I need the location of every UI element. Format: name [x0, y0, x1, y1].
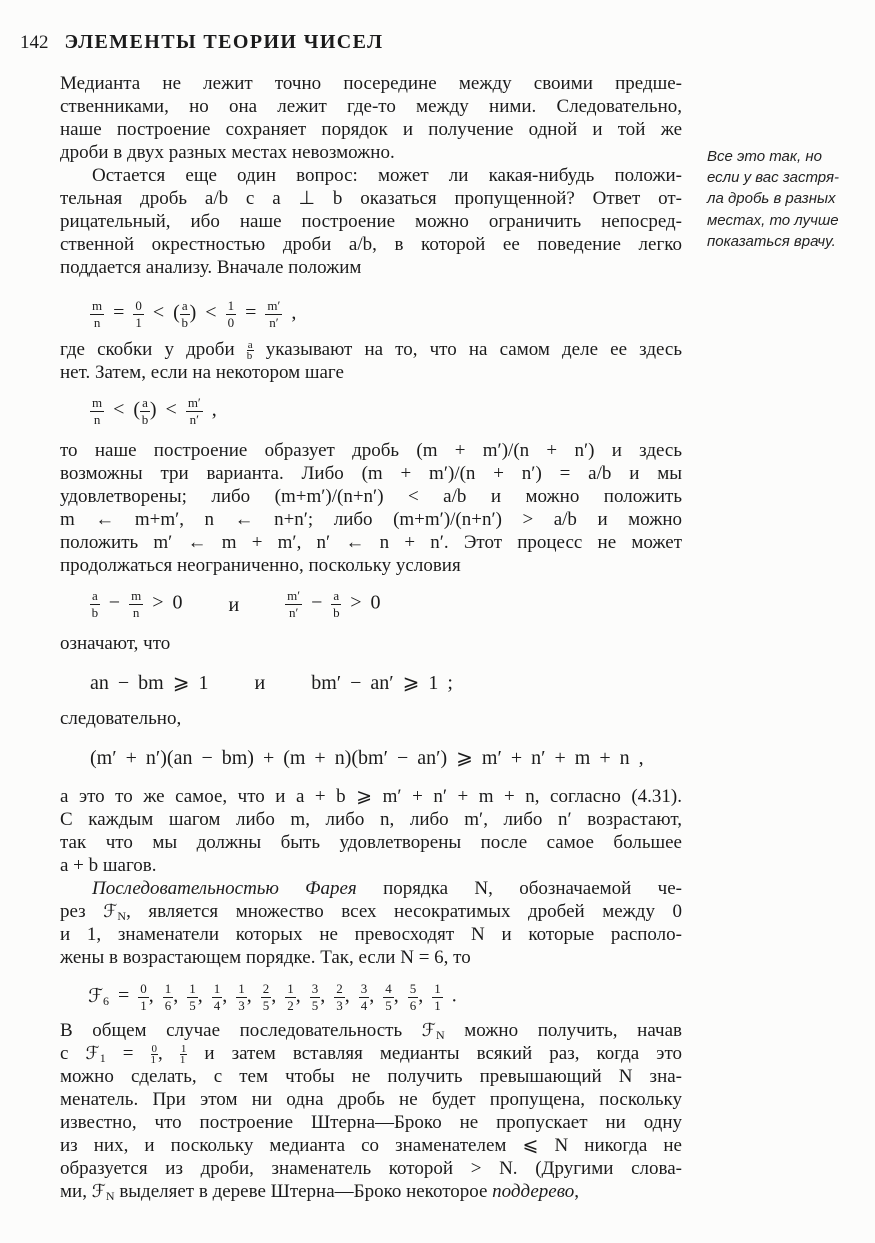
text-run: ) < — [149, 399, 186, 422]
fraction-denominator: b — [246, 350, 253, 363]
paragraph — [60, 439, 682, 577]
text-line — [60, 462, 682, 485]
text-line — [60, 554, 682, 577]
text-run: а это то же самое, что и a + b ⩾ m′ + n′ + m + n, согласно (4.31). — [60, 786, 682, 807]
paragraph — [60, 72, 682, 164]
text-run: , — [282, 302, 297, 325]
main-text — [60, 72, 682, 1203]
text-line — [60, 361, 682, 384]
text-run: и — [228, 593, 240, 616]
text-run: a + b шагов. — [60, 855, 157, 876]
text-run: удовлетворены; либо (m+m′)/(n+n′) < a/b и можно положить — [60, 486, 682, 507]
text-line — [60, 877, 682, 900]
fraction-denominator: n′ — [189, 412, 199, 427]
text-run: bm′ − an′ ⩾ 1 ; — [311, 672, 453, 694]
text-line — [60, 508, 682, 531]
running-header — [20, 30, 383, 54]
text-run: следовательно, — [60, 708, 182, 729]
fraction — [261, 982, 272, 1012]
text-run: образуется из дроби, знаменатель которой > N. (Другими слова- — [60, 1158, 682, 1179]
paragraph — [60, 338, 682, 384]
formula-segment — [90, 396, 217, 426]
text-run: = — [236, 302, 266, 325]
text-run: нет. Затем, если на некотором шаге — [60, 362, 344, 383]
subscripted-symbol — [103, 901, 126, 922]
fraction — [334, 982, 345, 1012]
fraction-denominator: 6 — [409, 997, 417, 1013]
margin-note-line: ла дробь в разных — [707, 190, 836, 208]
fraction-denominator: n′ — [288, 605, 299, 620]
symbol-base: ℱ — [85, 1043, 100, 1064]
fraction-numerator: 3 — [360, 980, 368, 996]
text-run: рез — [60, 901, 104, 922]
text-line — [60, 95, 682, 118]
margin-note-line: показаться врачу. — [707, 232, 836, 250]
fraction-denominator: 3 — [336, 997, 343, 1013]
fraction-numerator: m — [92, 298, 103, 314]
fraction-numerator: 0 — [135, 298, 142, 314]
text-run: так что мы должны быть удовлетворены после самое большее — [60, 832, 682, 853]
symbol-subscript: N — [117, 909, 127, 923]
text-run: (m′ + n′)(an − bm) + (m + n)(bm′ − an′) ⩾ m′ + n′ + m + n , — [90, 746, 644, 769]
fraction-denominator: n — [93, 412, 101, 427]
fraction-denominator: 1 — [434, 997, 441, 1013]
fraction — [133, 299, 144, 329]
fraction-denominator: 1 — [135, 315, 142, 330]
fraction-denominator: 5 — [189, 997, 196, 1013]
text-line — [60, 164, 682, 187]
fraction-numerator: 1 — [434, 980, 441, 996]
text-run: можно сделать, с тем чтобы не получить превышающий N зна- — [60, 1066, 682, 1087]
formula-segment — [311, 671, 453, 695]
subscripted-symbol — [88, 985, 109, 1007]
display-formula — [60, 577, 682, 632]
fraction — [140, 396, 150, 426]
fraction-denominator: 1 — [150, 1054, 157, 1067]
text-run: дроби в двух разных местах невозможно. — [60, 142, 395, 163]
text-line — [60, 72, 682, 95]
symbol-subscript: N — [435, 1028, 445, 1042]
text-run: , — [173, 984, 188, 1007]
text-run: ственной окрестностью дроби a/b, в которой ее поведение легко — [60, 234, 682, 255]
fraction-denominator: b — [181, 315, 188, 330]
text-run: , — [246, 984, 261, 1007]
text-run: , — [418, 984, 433, 1007]
symbol-subscript: 6 — [102, 993, 109, 1008]
fraction — [186, 396, 203, 426]
fraction-denominator: 4 — [360, 997, 368, 1013]
text-line — [60, 854, 682, 877]
formula-segment — [254, 671, 265, 695]
formula-segment — [228, 593, 239, 617]
text-line — [60, 1019, 682, 1042]
fraction — [265, 299, 282, 329]
text-line — [60, 946, 682, 969]
emphasis: поддерево — [492, 1181, 575, 1202]
text-line — [60, 1180, 682, 1203]
fraction-denominator: 2 — [287, 997, 294, 1013]
text-run: В общем случае последовательность — [60, 1020, 422, 1041]
fraction-numerator: m — [92, 395, 103, 411]
fraction-denominator: b — [91, 605, 99, 620]
text-run: Медианта не лежит точно посередине между своими предше- — [60, 73, 682, 94]
text-line — [60, 831, 682, 854]
paragraph — [60, 707, 682, 730]
text-line — [60, 1065, 682, 1088]
symbol-subscript: N — [105, 1189, 115, 1203]
fraction — [163, 982, 174, 1012]
text-run: , является множество всех несократимых дробей между 0 — [126, 901, 683, 922]
fraction — [285, 589, 302, 619]
fraction — [331, 589, 341, 619]
fraction-denominator: 6 — [164, 997, 172, 1013]
fraction-denominator: 5 — [262, 997, 270, 1013]
text-run: , — [271, 984, 286, 1007]
fraction — [187, 982, 198, 1012]
text-line — [60, 256, 682, 279]
text-run: где скобки у дроби — [60, 339, 247, 360]
fraction-numerator: 1 — [287, 980, 294, 996]
display-formula — [60, 384, 682, 439]
paragraph — [60, 164, 682, 279]
fraction-numerator: 1 — [227, 298, 235, 314]
text-run: то наше построение образует дробь (m + m′)/(n + n′) и здесь — [60, 440, 682, 461]
fraction — [408, 982, 419, 1012]
display-formula — [60, 969, 682, 1019]
text-line — [60, 141, 682, 164]
text-line — [60, 439, 682, 462]
text-run: можно получить, начав — [444, 1020, 682, 1041]
fraction-numerator: 1 — [238, 980, 245, 996]
text-run: , — [158, 1043, 180, 1064]
text-run: , — [197, 984, 212, 1007]
fraction-numerator: m′ — [187, 395, 201, 411]
fraction-numerator: m′ — [267, 298, 281, 314]
text-run: > 0 — [341, 592, 381, 615]
text-run: m ← m+m′, n ← n+n′; либо (m+m′)/(n+n′) > a/b и можно — [60, 509, 682, 530]
symbol-subscript: 1 — [99, 1051, 106, 1065]
display-formula — [60, 730, 682, 785]
text-run: = — [104, 302, 134, 325]
text-line — [60, 900, 682, 923]
formula-segment — [90, 299, 296, 329]
text-run: возможны три варианта. Либо (m + m′)/(n + n′) = a/b и мы — [60, 463, 682, 484]
fraction — [151, 1044, 159, 1066]
text-run: , — [202, 399, 217, 422]
text-run: < ( — [104, 399, 141, 422]
paragraph — [60, 1019, 682, 1203]
fraction-numerator: a — [247, 338, 253, 351]
fraction — [432, 982, 443, 1012]
fraction-denominator: n — [132, 605, 140, 620]
fraction-denominator: n — [93, 315, 101, 330]
fraction — [90, 299, 104, 329]
text-line — [60, 233, 682, 256]
text-run: ) < — [189, 302, 226, 325]
text-line — [60, 1157, 682, 1180]
subscripted-symbol — [92, 1181, 115, 1202]
text-run: жены в возрастающем порядке. Так, если N = 6, то — [60, 947, 471, 968]
text-line — [60, 1134, 682, 1157]
fraction-denominator: b — [141, 412, 149, 427]
fraction-numerator: 2 — [336, 980, 343, 996]
fraction-numerator: 4 — [385, 980, 392, 996]
text-run: − — [99, 592, 130, 615]
fraction — [359, 982, 370, 1012]
text-line — [60, 187, 682, 210]
text-run: . — [442, 984, 457, 1007]
text-run: положить m′ ← m + m′, n′ ← n + n′. Этот процесс не может — [60, 532, 682, 553]
fraction-numerator: 1 — [213, 980, 221, 996]
text-run: , — [369, 984, 384, 1007]
text-run: указывают на то, что на самом деле ее здесь — [253, 339, 682, 360]
fraction-numerator: m′ — [287, 588, 301, 604]
formula-segment — [90, 671, 208, 695]
symbol-base: ℱ — [103, 901, 118, 922]
fraction-denominator: 5 — [385, 997, 392, 1013]
margin-note-line: Все это так, но — [707, 148, 822, 165]
text-line — [60, 1042, 682, 1065]
fraction — [212, 982, 223, 1012]
fraction-numerator: a — [92, 588, 98, 604]
text-line — [60, 531, 682, 554]
symbol-base: ℱ — [88, 984, 103, 1007]
text-run: из них, и поскольку медианта со знаменателем ⩽ N никогда не — [60, 1135, 682, 1156]
fraction — [129, 589, 143, 619]
fraction — [310, 982, 321, 1012]
fraction — [383, 982, 394, 1012]
fraction-numerator: 0 — [140, 980, 147, 996]
formula-segment — [285, 589, 380, 619]
text-line — [60, 632, 682, 655]
text-run: означают, что — [60, 633, 171, 654]
text-run: наше построение сохраняет порядок и получение одной и той же — [60, 119, 682, 140]
text-line — [60, 338, 682, 361]
fraction — [180, 299, 190, 329]
fraction-numerator: 1 — [189, 980, 196, 996]
fraction-numerator: 2 — [262, 980, 270, 996]
fraction-denominator: n′ — [269, 315, 279, 330]
fraction-denominator: 5 — [311, 997, 319, 1013]
margin-note-line: местах, то лучше — [707, 211, 839, 229]
text-run: , — [320, 984, 335, 1007]
text-run: менатель. При этом ни одна дробь не будет пропущена, поскольку — [60, 1089, 682, 1110]
fraction-numerator: 1 — [180, 1042, 187, 1055]
margin-note-line: если у вас застря- — [707, 169, 839, 187]
formula-segment — [88, 982, 457, 1012]
running-title: ЭЛЕМЕНТЫ ТЕОРИИ ЧИСЕЛ — [64, 31, 384, 53]
fraction-denominator: 3 — [238, 997, 245, 1013]
text-run: известно, что построение Штерна—Броко не пропускает ни одну — [60, 1112, 682, 1133]
text-run: с — [60, 1043, 86, 1064]
text-run: = — [108, 984, 139, 1007]
formula-segment — [90, 746, 644, 770]
symbol-base: ℱ — [91, 1181, 106, 1202]
subscripted-symbol — [86, 1043, 106, 1064]
fraction-numerator: 5 — [409, 980, 417, 996]
text-run: и 1, знаменатели которых не превосходят N и которые располо- — [60, 924, 682, 945]
fraction — [138, 982, 149, 1012]
fraction-denominator: 1 — [179, 1054, 186, 1067]
text-line — [60, 808, 682, 831]
fraction — [90, 396, 104, 426]
formula-segment — [90, 589, 182, 619]
page-number: 142 — [20, 32, 49, 53]
fraction-numerator: a — [181, 298, 188, 314]
text-line — [60, 485, 682, 508]
paragraph — [60, 877, 682, 969]
display-formula — [60, 655, 682, 707]
fraction — [285, 982, 296, 1012]
text-run: и затем вставляя медианты всякий раз, когда это — [187, 1043, 683, 1064]
fraction-denominator: 4 — [213, 997, 221, 1013]
text-run: порядка N, обозначаемой че- — [356, 878, 682, 899]
fraction-numerator: 3 — [311, 980, 319, 996]
text-line — [60, 1111, 682, 1134]
fraction-denominator: 0 — [227, 315, 235, 330]
fraction — [247, 340, 254, 362]
display-formula — [60, 279, 682, 338]
symbol-base: ℱ — [421, 1020, 436, 1041]
text-run: , — [148, 984, 163, 1007]
text-run: , — [574, 1181, 579, 1202]
fraction — [226, 299, 237, 329]
text-run: и — [254, 672, 266, 694]
fraction — [236, 982, 247, 1012]
subscripted-symbol — [422, 1020, 445, 1041]
paragraph — [60, 785, 682, 877]
text-line — [60, 923, 682, 946]
text-run: выделяет в дереве Штерна—Броко некоторое — [114, 1181, 493, 1202]
text-line — [60, 210, 682, 233]
text-run: ми, — [60, 1181, 92, 1202]
text-line — [60, 118, 682, 141]
text-run: продолжаться неограниченно, поскольку условия — [60, 555, 461, 576]
text-run: − — [302, 592, 332, 615]
emphasis: Последовательностью Фарея — [92, 878, 357, 899]
margin-note — [707, 146, 839, 252]
fraction-numerator: 0 — [151, 1042, 158, 1055]
text-run: рицательный, ибо наше построение можно ограничить непосред- — [60, 211, 682, 232]
text-line — [60, 785, 682, 808]
text-run: тельная дробь a/b с a ⊥ b оказаться пропущенной? Ответ от- — [60, 188, 682, 209]
fraction-numerator: 1 — [164, 980, 172, 996]
text-line — [60, 1088, 682, 1111]
text-run: , — [393, 984, 408, 1007]
text-run: an − bm ⩾ 1 — [90, 672, 209, 694]
fraction-denominator: 1 — [140, 997, 147, 1013]
text-run: , — [344, 984, 359, 1007]
paragraph — [60, 632, 682, 655]
text-run: Остается еще один вопрос: может ли какая-нибудь положи- — [92, 165, 682, 186]
fraction-numerator: m — [131, 588, 142, 604]
text-run: < ( — [143, 302, 180, 325]
fraction-numerator: a — [142, 395, 148, 411]
text-run: , — [222, 984, 237, 1007]
text-run: ственниками, но она лежит где-то между ними. Следовательно, — [60, 96, 682, 117]
text-run: поддается анализу. Вначале положим — [60, 257, 362, 278]
text-run: = — [105, 1043, 151, 1064]
fraction-numerator: a — [333, 588, 340, 604]
fraction — [90, 589, 100, 619]
text-run: С каждым шагом либо m, либо n, либо m′, либо n′ возрастают, — [60, 809, 682, 830]
fraction-denominator: b — [333, 605, 340, 620]
text-line — [60, 707, 682, 730]
text-run: , — [295, 984, 310, 1007]
text-run: > 0 — [143, 592, 183, 615]
